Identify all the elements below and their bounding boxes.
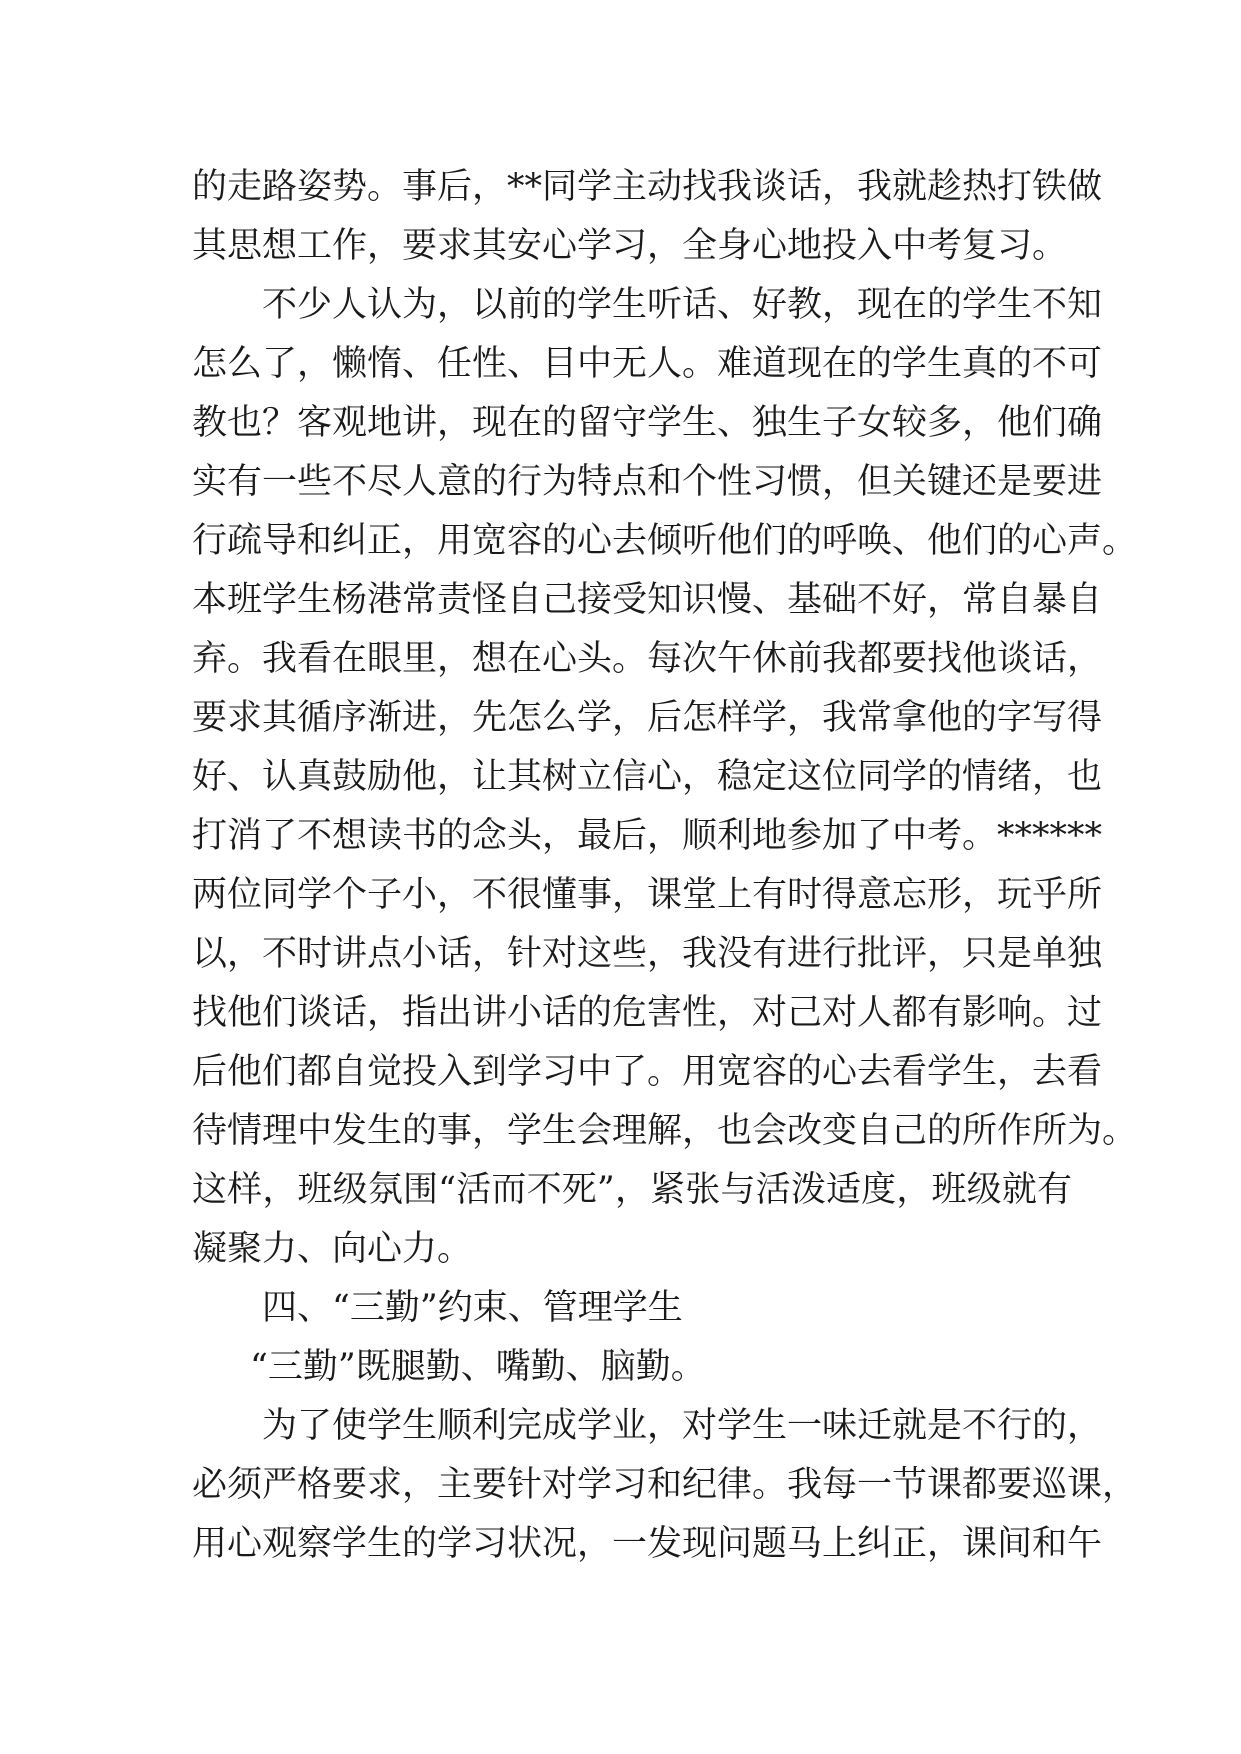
- text-line: 行疏导和纠正，用宽容的心去倾听他们的呼唤、他们的心声。: [192, 521, 1138, 561]
- text-line: 找他们谈话，指出讲小话的危害性，对己对人都有影响。过: [192, 993, 1103, 1033]
- section-heading: 四、“三勤”约束、管理学生: [262, 1288, 683, 1328]
- text-line: 要求其循序渐进，先怎么学，后怎样学，我常拿他的字写得: [192, 698, 1103, 738]
- text-line: 实有一些不尽人意的行为特点和个性习惯，但关键还是要进: [192, 462, 1103, 502]
- text-line: 的走路姿势。事后，**同学主动找我谈话，我就趁热打铁做: [192, 167, 1103, 207]
- text-line: 教也？客观地讲，现在的留守学生、独生子女较多，他们确: [192, 403, 1103, 443]
- text-line: 待情理中发生的事，学生会理解，也会改变自己的所作所为。: [192, 1111, 1138, 1151]
- text-line: 这样，班级氛围“活而不死”，紧张与活泼适度，班级就有: [192, 1170, 1072, 1210]
- paragraph-first-line: “三勤”既腿勤、嘴勤、脑勤。: [250, 1347, 706, 1387]
- text-line: 怎么了，懒惰、任性、目中无人。难道现在的学生真的不可: [192, 344, 1103, 384]
- text-line: 后他们都自觉投入到学习中了。用宽容的心去看学生，去看: [192, 1052, 1103, 1092]
- text-line: 以，不时讲点小话，针对这些，我没有进行批评，只是单独: [192, 934, 1103, 974]
- text-line: 打消了不想读书的念头，最后，顺利地参加了中考。******: [192, 816, 1103, 856]
- text-line: 本班学生杨港常责怪自己接受知识慢、基础不好，常自暴自: [192, 580, 1103, 620]
- paragraph-first-line: 不少人认为，以前的学生听话、好教，现在的学生不知: [262, 285, 1103, 325]
- text-line: 其思想工作，要求其安心学习，全身心地投入中考复习。: [192, 226, 1068, 266]
- text-line: 两位同学个子小，不很懂事，课堂上有时得意忘形，玩乎所: [192, 875, 1103, 915]
- body-text: [192, 158, 1138, 1574]
- text-line: 用心观察学生的学习状况，一发现问题马上纠正，课间和午: [192, 1524, 1103, 1564]
- paragraph-first-line: 为了使学生顺利完成学业，对学生一味迁就是不行的，: [262, 1406, 1103, 1446]
- text-line: 好、认真鼓励他，让其树立信心，稳定这位同学的情绪，也: [192, 757, 1103, 797]
- text-line: 弃。我看在眼里，想在心头。每次午休前我都要找他谈话，: [192, 639, 1103, 679]
- text-line: 必须严格要求，主要针对学习和纪律。我每一节课都要巡课，: [192, 1465, 1138, 1505]
- text-line: 凝聚力、向心力。: [192, 1229, 473, 1269]
